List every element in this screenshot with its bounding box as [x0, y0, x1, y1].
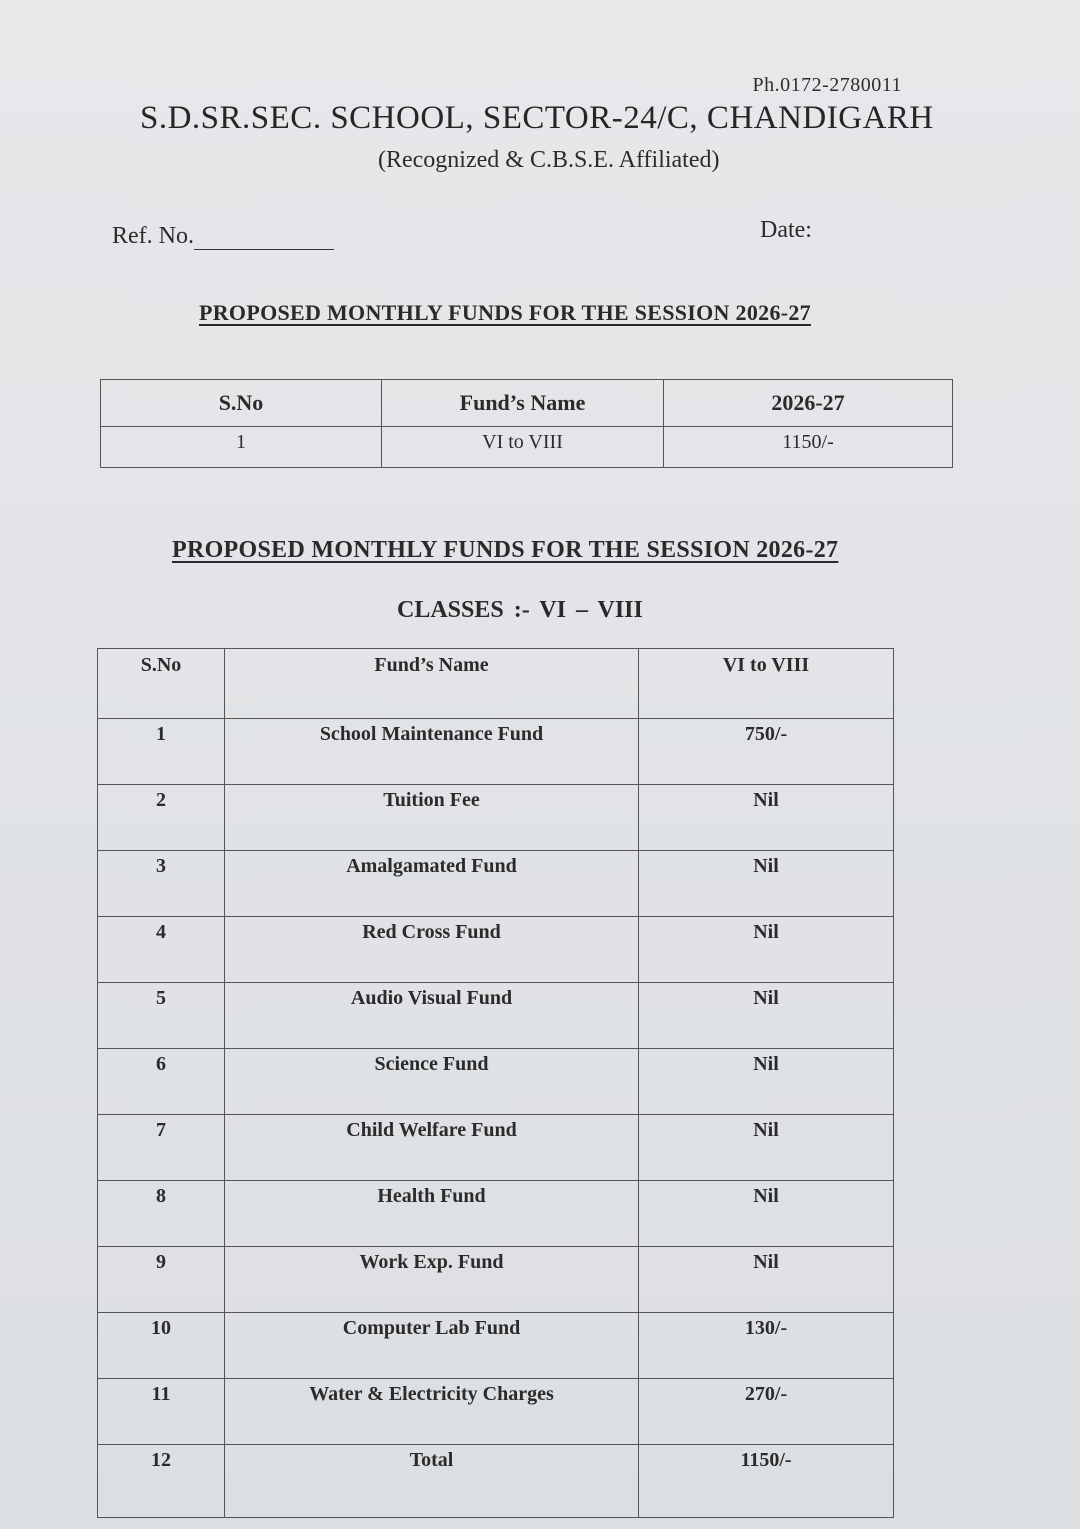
table-row	[98, 851, 894, 917]
detail-col-fund-name: Fund’s Name	[225, 649, 639, 719]
cell-fund-name: Water & Electricity Charges	[225, 1379, 639, 1445]
summary-heading: PROPOSED MONTHLY FUNDS FOR THE SESSION 2026-27	[199, 300, 811, 325]
cell-fund-name: School Maintenance Fund	[225, 719, 639, 785]
cell-fund-name: VI to VIII	[382, 427, 664, 468]
table-row	[101, 427, 953, 468]
detail-heading: PROPOSED MONTHLY FUNDS FOR THE SESSION 2026-27	[172, 537, 839, 563]
summary-header-row	[101, 380, 953, 427]
detail-col-classes: VI to VIII	[639, 649, 894, 719]
cell-amount: Nil	[639, 1181, 894, 1247]
cell-fund-name: Work Exp. Fund	[225, 1247, 639, 1313]
cell-sno: 9	[98, 1247, 225, 1313]
detail-col-sno: S.No	[98, 649, 225, 719]
cell-sno: 12	[98, 1445, 225, 1518]
cell-fund-name: Amalgamated Fund	[225, 851, 639, 917]
table-row	[98, 785, 894, 851]
cell-amount: Nil	[639, 917, 894, 983]
detail-header-row	[98, 649, 894, 719]
ref-number	[112, 223, 334, 250]
detail-table	[97, 648, 894, 1518]
summary-table	[100, 379, 953, 468]
cell-amount: 130/-	[639, 1313, 894, 1379]
cell-amount: 1150/-	[639, 1445, 894, 1518]
ref-blank-line	[194, 227, 334, 250]
cell-sno: 1	[101, 427, 382, 468]
recognition-line: (Recognized & C.B.S.E. Affiliated)	[378, 147, 720, 173]
cell-amount: Nil	[639, 1049, 894, 1115]
table-row	[98, 719, 894, 785]
cell-amount: Nil	[639, 983, 894, 1049]
table-row	[98, 1115, 894, 1181]
table-row	[98, 1049, 894, 1115]
cell-fund-name: Child Welfare Fund	[225, 1115, 639, 1181]
classes-label: CLASSES :- VI – VIII	[397, 597, 643, 623]
cell-sno: 2	[98, 785, 225, 851]
school-name: S.D.SR.SEC. SCHOOL, SECTOR-24/C, CHANDIGARH	[140, 100, 934, 136]
cell-amount: 750/-	[639, 719, 894, 785]
cell-sno: 3	[98, 851, 225, 917]
cell-amount: Nil	[639, 785, 894, 851]
cell-sno: 4	[98, 917, 225, 983]
table-row	[98, 1247, 894, 1313]
cell-sno: 11	[98, 1379, 225, 1445]
cell-fund-name: Audio Visual Fund	[225, 983, 639, 1049]
cell-fund-name: Total	[225, 1445, 639, 1518]
table-row	[98, 917, 894, 983]
cell-fund-name: Computer Lab Fund	[225, 1313, 639, 1379]
summary-col-session: 2026-27	[664, 380, 953, 427]
cell-fund-name: Tuition Fee	[225, 785, 639, 851]
cell-fund-name: Science Fund	[225, 1049, 639, 1115]
table-row	[98, 1379, 894, 1445]
cell-fund-name: Red Cross Fund	[225, 917, 639, 983]
cell-amount: 1150/-	[664, 427, 953, 468]
table-row	[98, 983, 894, 1049]
cell-fund-name: Health Fund	[225, 1181, 639, 1247]
cell-amount: Nil	[639, 851, 894, 917]
summary-col-sno: S.No	[101, 380, 382, 427]
cell-sno: 10	[98, 1313, 225, 1379]
phone-number: Ph.0172-2780011	[752, 74, 902, 96]
cell-sno: 1	[98, 719, 225, 785]
cell-sno: 8	[98, 1181, 225, 1247]
summary-col-fund-name: Fund’s Name	[382, 380, 664, 427]
cell-sno: 6	[98, 1049, 225, 1115]
cell-sno: 5	[98, 983, 225, 1049]
table-row	[98, 1181, 894, 1247]
cell-sno: 7	[98, 1115, 225, 1181]
cell-amount: 270/-	[639, 1379, 894, 1445]
cell-amount: Nil	[639, 1247, 894, 1313]
cell-amount: Nil	[639, 1115, 894, 1181]
table-row-total	[98, 1445, 894, 1518]
date-label: Date:	[760, 217, 812, 243]
ref-label: Ref. No.	[112, 223, 194, 249]
table-row	[98, 1313, 894, 1379]
